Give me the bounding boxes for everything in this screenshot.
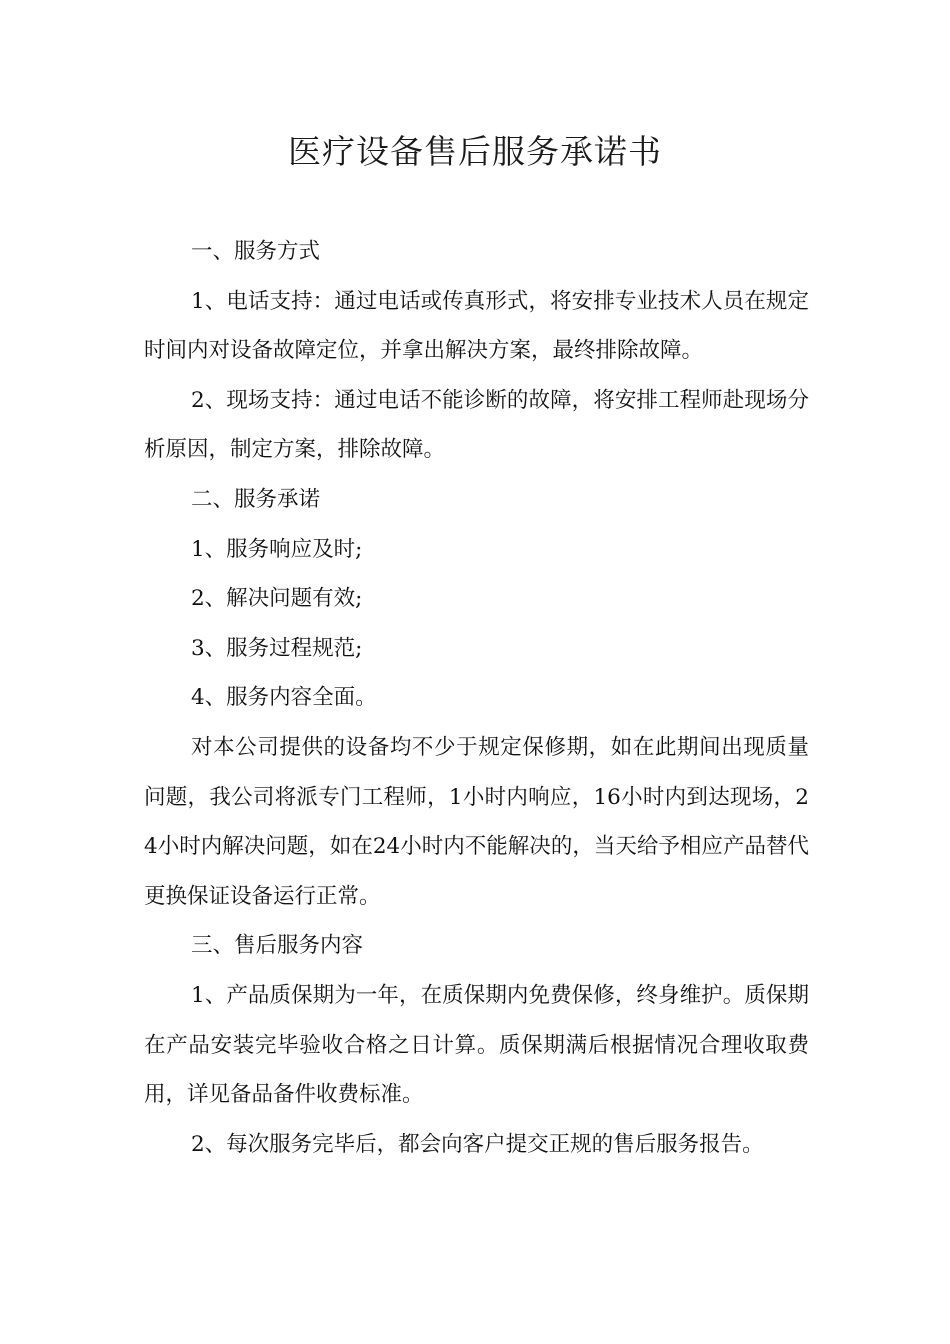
section-heading-service-commitment: 二、服务承诺 bbox=[191, 486, 321, 512]
paragraph-onsite-support: 2、现场支持：通过电话不能诊断的故障，将安排工程师赴现场分析原因，制定方案，排除故障。 bbox=[144, 387, 809, 463]
document-body bbox=[144, 227, 809, 1169]
section-heading-service-method: 一、服务方式 bbox=[191, 239, 321, 264]
paragraph-warranty-period: 1、产品质保期为一年，在质保期内免费保修，终身维护。质保期在产品安装完毕验收合格之日计算。质保期满后根据情况合理收取费用，详见备品备件收费标准。 bbox=[144, 982, 809, 1108]
paragraph-service-report: 2、每次服务完毕后，都会向客户提交正规的售后服务报告。 bbox=[191, 1131, 764, 1157]
section-heading-after-sales-content: 三、售后服务内容 bbox=[191, 933, 364, 959]
document-title: 医疗设备售后服务承诺书 bbox=[288, 132, 662, 171]
commitment-item-1: 1、服务响应及时; bbox=[191, 536, 363, 562]
commitment-item-4: 4、服务内容全面。 bbox=[191, 685, 377, 711]
paragraph-warranty-response: 对本公司提供的设备均不少于规定保修期，如在此期间出现质量问题，我公司将派专门工程师，1小时内响应，16小时内到达现场，24小时内解决问题，如在24小时内不能解决的，当天给予相应产品替代更换保证设备运行正常。 bbox=[144, 734, 809, 909]
paragraph-phone-support: 1、电话支持：通过电话或传真形式，将安排专业技术人员在规定时间内对设备故障定位，并拿出解决方案，最终排除故障。 bbox=[144, 288, 809, 364]
commitment-item-2: 2、解决问题有效; bbox=[191, 586, 363, 612]
commitment-item-3: 3、服务过程规范; bbox=[191, 635, 363, 661]
